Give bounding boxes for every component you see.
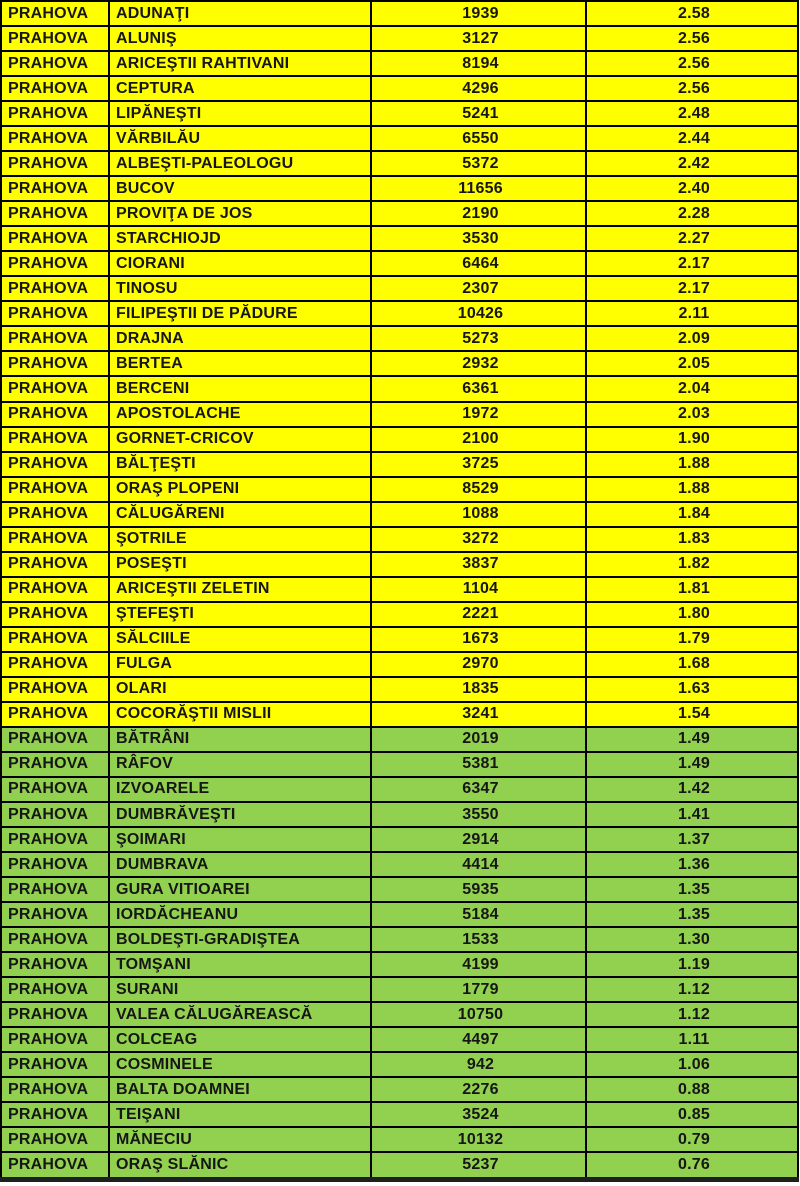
cell-rate[interactable]: 1.30 bbox=[586, 927, 798, 952]
table-row bbox=[1, 527, 798, 552]
cell-locality[interactable]: IZVOARELE bbox=[109, 777, 371, 802]
cell-population[interactable]: 4296 bbox=[371, 76, 586, 101]
cell-locality[interactable]: ORAŞ SLĂNIC bbox=[109, 1152, 371, 1179]
cell-locality[interactable]: ŞOTRILE bbox=[109, 527, 371, 552]
cell-county[interactable]: PRAHOVA bbox=[1, 552, 109, 577]
cell-county[interactable]: PRAHOVA bbox=[1, 627, 109, 652]
table-row bbox=[1, 652, 798, 677]
cell-population[interactable]: 5381 bbox=[371, 752, 586, 777]
cell-rate[interactable]: 1.41 bbox=[586, 802, 798, 827]
cell-population[interactable]: 10750 bbox=[371, 1002, 586, 1027]
cell-county[interactable]: PRAHOVA bbox=[1, 226, 109, 251]
table-row bbox=[1, 1027, 798, 1052]
cell-population[interactable]: 2276 bbox=[371, 1077, 586, 1102]
cell-rate[interactable]: 1.68 bbox=[586, 652, 798, 677]
cell-rate[interactable]: 1.12 bbox=[586, 977, 798, 1002]
cell-population[interactable]: 2190 bbox=[371, 201, 586, 226]
table-row bbox=[1, 627, 798, 652]
cell-locality[interactable]: FULGA bbox=[109, 652, 371, 677]
cell-county[interactable]: PRAHOVA bbox=[1, 602, 109, 627]
cell-locality[interactable]: BĂTRÂNI bbox=[109, 727, 371, 752]
cell-county[interactable]: PRAHOVA bbox=[1, 101, 109, 126]
cell-rate[interactable]: 2.17 bbox=[586, 276, 798, 301]
cell-county[interactable]: PRAHOVA bbox=[1, 952, 109, 977]
cell-locality[interactable]: ARICEŞTII RAHTIVANI bbox=[109, 51, 371, 76]
table-row bbox=[1, 602, 798, 627]
table-row bbox=[1, 26, 798, 51]
cell-population[interactable]: 4414 bbox=[371, 852, 586, 877]
cell-rate[interactable]: 2.27 bbox=[586, 226, 798, 251]
cell-population[interactable]: 1533 bbox=[371, 927, 586, 952]
cell-rate[interactable]: 1.37 bbox=[586, 827, 798, 852]
cell-county[interactable]: PRAHOVA bbox=[1, 1127, 109, 1152]
table-row bbox=[1, 1102, 798, 1127]
cell-population[interactable]: 2932 bbox=[371, 351, 586, 376]
cell-population[interactable]: 6361 bbox=[371, 376, 586, 401]
cell-population[interactable]: 8194 bbox=[371, 51, 586, 76]
cell-county[interactable]: PRAHOVA bbox=[1, 527, 109, 552]
cell-county[interactable]: PRAHOVA bbox=[1, 477, 109, 502]
table-row bbox=[1, 927, 798, 952]
cell-county[interactable]: PRAHOVA bbox=[1, 827, 109, 852]
table-row bbox=[1, 727, 798, 752]
cell-population[interactable]: 10426 bbox=[371, 301, 586, 326]
cell-rate[interactable]: 0.88 bbox=[586, 1077, 798, 1102]
cell-population[interactable]: 3837 bbox=[371, 552, 586, 577]
table-row bbox=[1, 201, 798, 226]
table-row bbox=[1, 101, 798, 126]
cell-locality[interactable]: DUMBRĂVEŞTI bbox=[109, 802, 371, 827]
table-row bbox=[1, 376, 798, 401]
cell-county[interactable]: PRAHOVA bbox=[1, 151, 109, 176]
table-row bbox=[1, 1002, 798, 1027]
cell-county[interactable]: PRAHOVA bbox=[1, 51, 109, 76]
cell-rate[interactable]: 2.11 bbox=[586, 301, 798, 326]
cell-county[interactable]: PRAHOVA bbox=[1, 1002, 109, 1027]
cell-county[interactable]: PRAHOVA bbox=[1, 402, 109, 427]
cell-county[interactable]: PRAHOVA bbox=[1, 126, 109, 151]
cell-population[interactable]: 4199 bbox=[371, 952, 586, 977]
cell-locality[interactable]: STARCHIOJD bbox=[109, 226, 371, 251]
cell-county[interactable]: PRAHOVA bbox=[1, 777, 109, 802]
cell-rate[interactable]: 2.03 bbox=[586, 402, 798, 427]
cell-locality[interactable]: MĂNECIU bbox=[109, 1127, 371, 1152]
cell-rate[interactable]: 1.80 bbox=[586, 602, 798, 627]
cell-rate[interactable]: 1.54 bbox=[586, 702, 798, 727]
cell-locality[interactable]: ŞTEFEŞTI bbox=[109, 602, 371, 627]
cell-rate[interactable]: 2.56 bbox=[586, 26, 798, 51]
cell-locality[interactable]: OLARI bbox=[109, 677, 371, 702]
cell-rate[interactable]: 1.35 bbox=[586, 902, 798, 927]
cell-county[interactable]: PRAHOVA bbox=[1, 201, 109, 226]
cell-population[interactable]: 4497 bbox=[371, 1027, 586, 1052]
table-row bbox=[1, 802, 798, 827]
cell-population[interactable]: 3550 bbox=[371, 802, 586, 827]
cell-rate[interactable]: 2.56 bbox=[586, 76, 798, 101]
cell-rate[interactable]: 2.48 bbox=[586, 101, 798, 126]
cell-county[interactable]: PRAHOVA bbox=[1, 1, 109, 26]
cell-rate[interactable]: 2.17 bbox=[586, 251, 798, 276]
cell-county[interactable]: PRAHOVA bbox=[1, 351, 109, 376]
cell-locality[interactable]: TINOSU bbox=[109, 276, 371, 301]
table-row bbox=[1, 402, 798, 427]
cell-population[interactable]: 2970 bbox=[371, 652, 586, 677]
table-body bbox=[1, 1, 798, 1180]
cell-locality[interactable]: VĂRBILĂU bbox=[109, 126, 371, 151]
cell-population[interactable]: 5241 bbox=[371, 101, 586, 126]
cell-rate[interactable]: 1.83 bbox=[586, 527, 798, 552]
table-row bbox=[1, 427, 798, 452]
table-row bbox=[1, 351, 798, 376]
table-row bbox=[1, 1077, 798, 1102]
cell-rate[interactable]: 2.44 bbox=[586, 126, 798, 151]
cell-rate[interactable]: 1.82 bbox=[586, 552, 798, 577]
cell-population[interactable]: 942 bbox=[371, 1052, 586, 1077]
cell-rate[interactable]: 1.35 bbox=[586, 877, 798, 902]
cell-locality[interactable]: IORDĂCHEANU bbox=[109, 902, 371, 927]
cell-rate[interactable]: 0.85 bbox=[586, 1102, 798, 1127]
cell-county[interactable]: PRAHOVA bbox=[1, 577, 109, 602]
cell-population[interactable]: 6550 bbox=[371, 126, 586, 151]
cell-locality[interactable]: SURANI bbox=[109, 977, 371, 1002]
table-row bbox=[1, 577, 798, 602]
cell-population[interactable]: 1835 bbox=[371, 677, 586, 702]
cell-rate[interactable]: 2.58 bbox=[586, 1, 798, 26]
cell-locality[interactable]: ADUNAŢI bbox=[109, 1, 371, 26]
cell-rate[interactable]: 2.09 bbox=[586, 326, 798, 351]
cell-locality[interactable]: POSEŞTI bbox=[109, 552, 371, 577]
cell-population[interactable]: 5237 bbox=[371, 1152, 586, 1179]
table-row bbox=[1, 977, 798, 1002]
cell-county[interactable]: PRAHOVA bbox=[1, 677, 109, 702]
table-row bbox=[1, 952, 798, 977]
cell-rate[interactable]: 1.42 bbox=[586, 777, 798, 802]
table-row bbox=[1, 902, 798, 927]
cell-population[interactable]: 2914 bbox=[371, 827, 586, 852]
cell-rate[interactable]: 1.84 bbox=[586, 502, 798, 527]
cell-locality[interactable]: FILIPEŞTII DE PĂDURE bbox=[109, 301, 371, 326]
table-row bbox=[1, 702, 798, 727]
table-row bbox=[1, 677, 798, 702]
table-row bbox=[1, 452, 798, 477]
cell-population[interactable]: 2307 bbox=[371, 276, 586, 301]
cell-county[interactable]: PRAHOVA bbox=[1, 376, 109, 401]
cell-population[interactable]: 3524 bbox=[371, 1102, 586, 1127]
cell-locality[interactable]: CĂLUGĂRENI bbox=[109, 502, 371, 527]
cell-rate[interactable]: 1.88 bbox=[586, 452, 798, 477]
cell-locality[interactable]: ALBEŞTI-PALEOLOGU bbox=[109, 151, 371, 176]
cell-rate[interactable]: 0.79 bbox=[586, 1127, 798, 1152]
cell-population[interactable]: 3127 bbox=[371, 26, 586, 51]
cell-county[interactable]: PRAHOVA bbox=[1, 251, 109, 276]
table-row bbox=[1, 251, 798, 276]
table-row bbox=[1, 1052, 798, 1077]
cell-locality[interactable]: VALEA CĂLUGĂREASCĂ bbox=[109, 1002, 371, 1027]
cell-county[interactable]: PRAHOVA bbox=[1, 452, 109, 477]
cell-rate[interactable]: 2.04 bbox=[586, 376, 798, 401]
cell-rate[interactable]: 1.06 bbox=[586, 1052, 798, 1077]
cell-population[interactable]: 1972 bbox=[371, 402, 586, 427]
cell-rate[interactable]: 2.40 bbox=[586, 176, 798, 201]
cell-locality[interactable]: GORNET-CRICOV bbox=[109, 427, 371, 452]
cell-rate[interactable]: 2.56 bbox=[586, 51, 798, 76]
cell-population[interactable]: 5935 bbox=[371, 877, 586, 902]
cell-county[interactable]: PRAHOVA bbox=[1, 502, 109, 527]
cell-population[interactable]: 3272 bbox=[371, 527, 586, 552]
cell-population[interactable]: 6347 bbox=[371, 777, 586, 802]
cell-population[interactable]: 6464 bbox=[371, 251, 586, 276]
cell-rate[interactable]: 1.49 bbox=[586, 752, 798, 777]
cell-county[interactable]: PRAHOVA bbox=[1, 902, 109, 927]
cell-locality[interactable]: APOSTOLACHE bbox=[109, 402, 371, 427]
cell-locality[interactable]: COLCEAG bbox=[109, 1027, 371, 1052]
cell-locality[interactable]: RÂFOV bbox=[109, 752, 371, 777]
cell-locality[interactable]: GURA VITIOAREI bbox=[109, 877, 371, 902]
table-row bbox=[1, 276, 798, 301]
cell-rate[interactable]: 1.12 bbox=[586, 1002, 798, 1027]
cell-county[interactable]: PRAHOVA bbox=[1, 1102, 109, 1127]
table-row bbox=[1, 176, 798, 201]
cell-rate[interactable]: 1.81 bbox=[586, 577, 798, 602]
cell-locality[interactable]: BERTEA bbox=[109, 351, 371, 376]
cell-population[interactable]: 11656 bbox=[371, 176, 586, 201]
cell-county[interactable]: PRAHOVA bbox=[1, 326, 109, 351]
cell-population[interactable]: 5184 bbox=[371, 902, 586, 927]
cell-population[interactable]: 1673 bbox=[371, 627, 586, 652]
cell-rate[interactable]: 2.42 bbox=[586, 151, 798, 176]
table-row bbox=[1, 126, 798, 151]
table-row bbox=[1, 326, 798, 351]
cell-locality[interactable]: COCORĂŞTII MISLII bbox=[109, 702, 371, 727]
table-row bbox=[1, 301, 798, 326]
cell-population[interactable]: 2100 bbox=[371, 427, 586, 452]
cell-rate[interactable]: 1.63 bbox=[586, 677, 798, 702]
cell-locality[interactable]: PROVIŢA DE JOS bbox=[109, 201, 371, 226]
cell-county[interactable]: PRAHOVA bbox=[1, 877, 109, 902]
cell-population[interactable]: 2019 bbox=[371, 727, 586, 752]
cell-locality[interactable]: ALUNIŞ bbox=[109, 26, 371, 51]
table-row bbox=[1, 502, 798, 527]
cell-population[interactable]: 5372 bbox=[371, 151, 586, 176]
cell-rate[interactable]: 0.76 bbox=[586, 1152, 798, 1179]
cell-rate[interactable]: 2.28 bbox=[586, 201, 798, 226]
cell-population[interactable]: 1779 bbox=[371, 977, 586, 1002]
cell-locality[interactable]: ARICEŞTII ZELETIN bbox=[109, 577, 371, 602]
cell-locality[interactable]: SĂLCIILE bbox=[109, 627, 371, 652]
table-row bbox=[1, 226, 798, 251]
table-row bbox=[1, 76, 798, 101]
cell-county[interactable]: PRAHOVA bbox=[1, 26, 109, 51]
table-row bbox=[1, 752, 798, 777]
cell-county[interactable]: PRAHOVA bbox=[1, 702, 109, 727]
cell-county[interactable]: PRAHOVA bbox=[1, 802, 109, 827]
cell-county[interactable]: PRAHOVA bbox=[1, 727, 109, 752]
cell-population[interactable]: 1088 bbox=[371, 502, 586, 527]
cell-county[interactable]: PRAHOVA bbox=[1, 927, 109, 952]
table-row bbox=[1, 552, 798, 577]
table-row bbox=[1, 827, 798, 852]
cell-county[interactable]: PRAHOVA bbox=[1, 427, 109, 452]
cell-county[interactable]: PRAHOVA bbox=[1, 76, 109, 101]
cell-locality[interactable]: BUCOV bbox=[109, 176, 371, 201]
table-row bbox=[1, 1, 798, 26]
cell-locality[interactable]: CIORANI bbox=[109, 251, 371, 276]
cell-locality[interactable]: DRAJNA bbox=[109, 326, 371, 351]
table-row bbox=[1, 1152, 798, 1179]
cell-rate[interactable]: 2.05 bbox=[586, 351, 798, 376]
cell-locality[interactable]: LIPĂNEŞTI bbox=[109, 101, 371, 126]
cell-county[interactable]: PRAHOVA bbox=[1, 176, 109, 201]
cell-population[interactable]: 2221 bbox=[371, 602, 586, 627]
cell-population[interactable]: 5273 bbox=[371, 326, 586, 351]
cell-population[interactable]: 1939 bbox=[371, 1, 586, 26]
table-row bbox=[1, 852, 798, 877]
cell-population[interactable]: 10132 bbox=[371, 1127, 586, 1152]
cell-locality[interactable]: COSMINELE bbox=[109, 1052, 371, 1077]
table-row bbox=[1, 477, 798, 502]
cell-locality[interactable]: ORAŞ PLOPENI bbox=[109, 477, 371, 502]
cell-county[interactable]: PRAHOVA bbox=[1, 852, 109, 877]
table-row bbox=[1, 1127, 798, 1152]
cell-locality[interactable]: BĂLŢEŞTI bbox=[109, 452, 371, 477]
cell-rate[interactable]: 1.88 bbox=[586, 477, 798, 502]
cell-locality[interactable]: TEIŞANI bbox=[109, 1102, 371, 1127]
cell-locality[interactable]: ŞOIMARI bbox=[109, 827, 371, 852]
cell-county[interactable]: PRAHOVA bbox=[1, 752, 109, 777]
cell-county[interactable]: PRAHOVA bbox=[1, 276, 109, 301]
cell-rate[interactable]: 1.19 bbox=[586, 952, 798, 977]
cell-population[interactable]: 1104 bbox=[371, 577, 586, 602]
cell-county[interactable]: PRAHOVA bbox=[1, 1052, 109, 1077]
cell-county[interactable]: PRAHOVA bbox=[1, 977, 109, 1002]
table-row bbox=[1, 151, 798, 176]
cell-population[interactable]: 3725 bbox=[371, 452, 586, 477]
cell-locality[interactable]: CEPTURA bbox=[109, 76, 371, 101]
cell-rate[interactable]: 1.49 bbox=[586, 727, 798, 752]
cell-rate[interactable]: 1.11 bbox=[586, 1027, 798, 1052]
cell-locality[interactable]: BALTA DOAMNEI bbox=[109, 1077, 371, 1102]
table-row bbox=[1, 877, 798, 902]
cell-locality[interactable]: DUMBRAVA bbox=[109, 852, 371, 877]
cell-rate[interactable]: 1.36 bbox=[586, 852, 798, 877]
table-row bbox=[1, 51, 798, 76]
cell-county[interactable]: PRAHOVA bbox=[1, 1152, 109, 1179]
cell-population[interactable]: 3530 bbox=[371, 226, 586, 251]
cell-county[interactable]: PRAHOVA bbox=[1, 1027, 109, 1052]
table-row bbox=[1, 777, 798, 802]
cell-locality[interactable]: BERCENI bbox=[109, 376, 371, 401]
cell-locality[interactable]: TOMŞANI bbox=[109, 952, 371, 977]
cell-rate[interactable]: 1.90 bbox=[586, 427, 798, 452]
cell-county[interactable]: PRAHOVA bbox=[1, 301, 109, 326]
cell-county[interactable]: PRAHOVA bbox=[1, 652, 109, 677]
cell-county[interactable]: PRAHOVA bbox=[1, 1077, 109, 1102]
cell-locality[interactable]: BOLDEŞTI-GRADIŞTEA bbox=[109, 927, 371, 952]
cell-population[interactable]: 3241 bbox=[371, 702, 586, 727]
cell-population[interactable]: 8529 bbox=[371, 477, 586, 502]
cell-rate[interactable]: 1.79 bbox=[586, 627, 798, 652]
